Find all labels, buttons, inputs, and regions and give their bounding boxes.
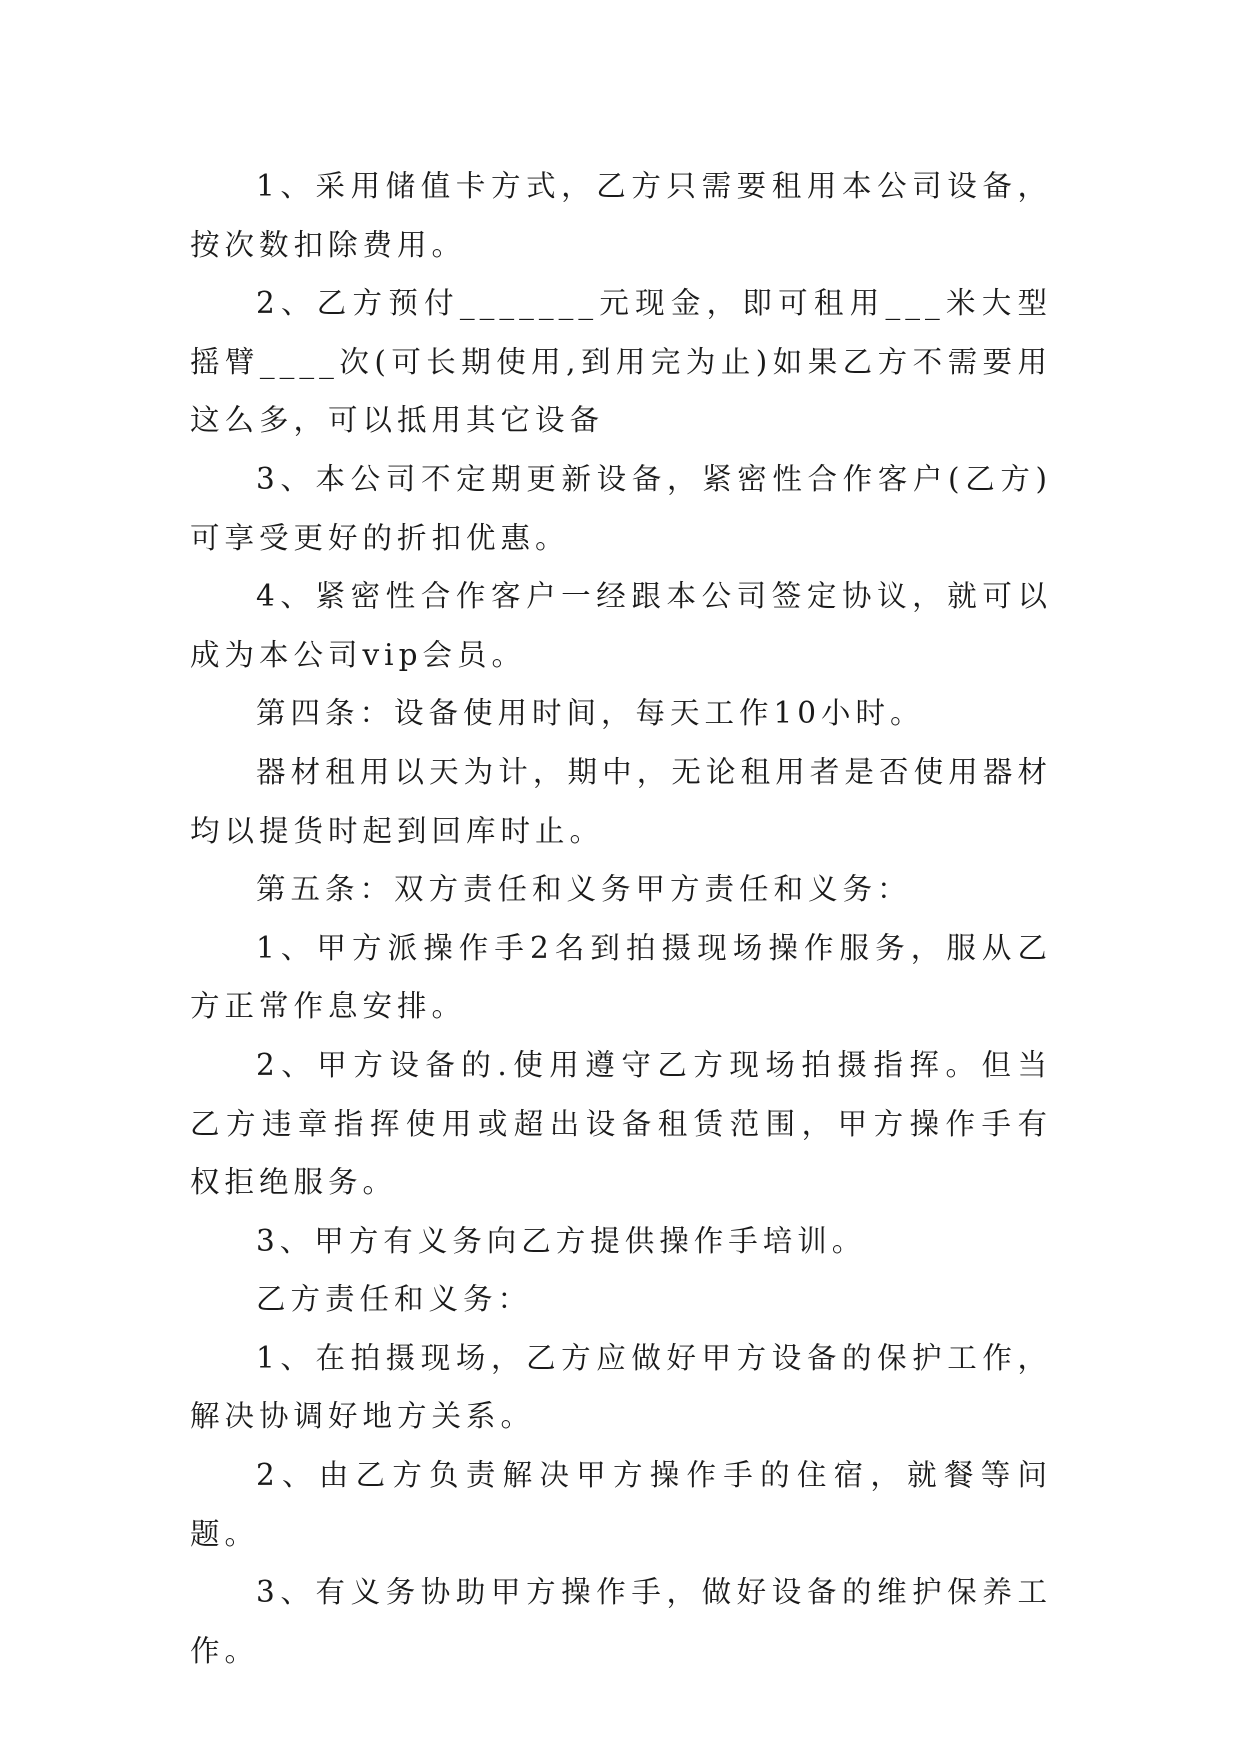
paragraph-prepayment-terms: 2、乙方预付_______元现金，即可租用___米大型摇臂____次(可长期使用,到用完为止)如果乙方不需要用这么多，可以抵用其它设备 bbox=[190, 286, 1052, 438]
paragraph-party-b-maintenance: 3、有义务协助甲方操作手，做好设备的维护保养工作。 bbox=[190, 1575, 1052, 1668]
paragraph-party-a-equipment-use: 2、甲方设备的.使用遵守乙方现场拍摄指挥。但当乙方违章指挥使用或超出设备租赁范围，甲方操作手有权拒绝服务。 bbox=[190, 1047, 1052, 1200]
paragraph-prepaid-card-method: 1、采用储值卡方式，乙方只需要租用本公司设备，按次数扣除费用。 bbox=[190, 169, 1052, 262]
paragraph-rental-period: 器材租用以天为计，期中，无论租用者是否使用器材均以提货时起到回库时止。 bbox=[190, 754, 1052, 848]
paragraph-party-b-accommodation: 2、由乙方负责解决甲方操作手的住宿，就餐等问题。 bbox=[190, 1458, 1052, 1551]
document-body bbox=[190, 157, 1052, 1680]
paragraph-equipment-updates: 3、本公司不定期更新设备，紧密性合作客户(乙方)可享受更好的折扣优惠。 bbox=[190, 461, 1052, 555]
article-five-heading: 第五条：双方责任和义务甲方责任和义务： bbox=[256, 872, 912, 907]
article-four-heading: 第四条：设备使用时间，每天工作10小时。 bbox=[256, 696, 925, 731]
paragraph-party-b-protection: 1、在拍摄现场，乙方应做好甲方设备的保护工作，解决协调好地方关系。 bbox=[190, 1340, 1052, 1434]
party-b-duties-heading: 乙方责任和义务： bbox=[256, 1282, 533, 1317]
paragraph-party-a-operators: 1、甲方派操作手2名到拍摄现场操作服务，服从乙方正常作息安排。 bbox=[190, 930, 1052, 1024]
paragraph-vip-membership: 4、紧密性合作客户一经跟本公司签定协议，就可以成为本公司vip会员。 bbox=[190, 579, 1052, 672]
paragraph-party-a-training: 3、甲方有义务向乙方提供操作手培训。 bbox=[256, 1223, 867, 1258]
